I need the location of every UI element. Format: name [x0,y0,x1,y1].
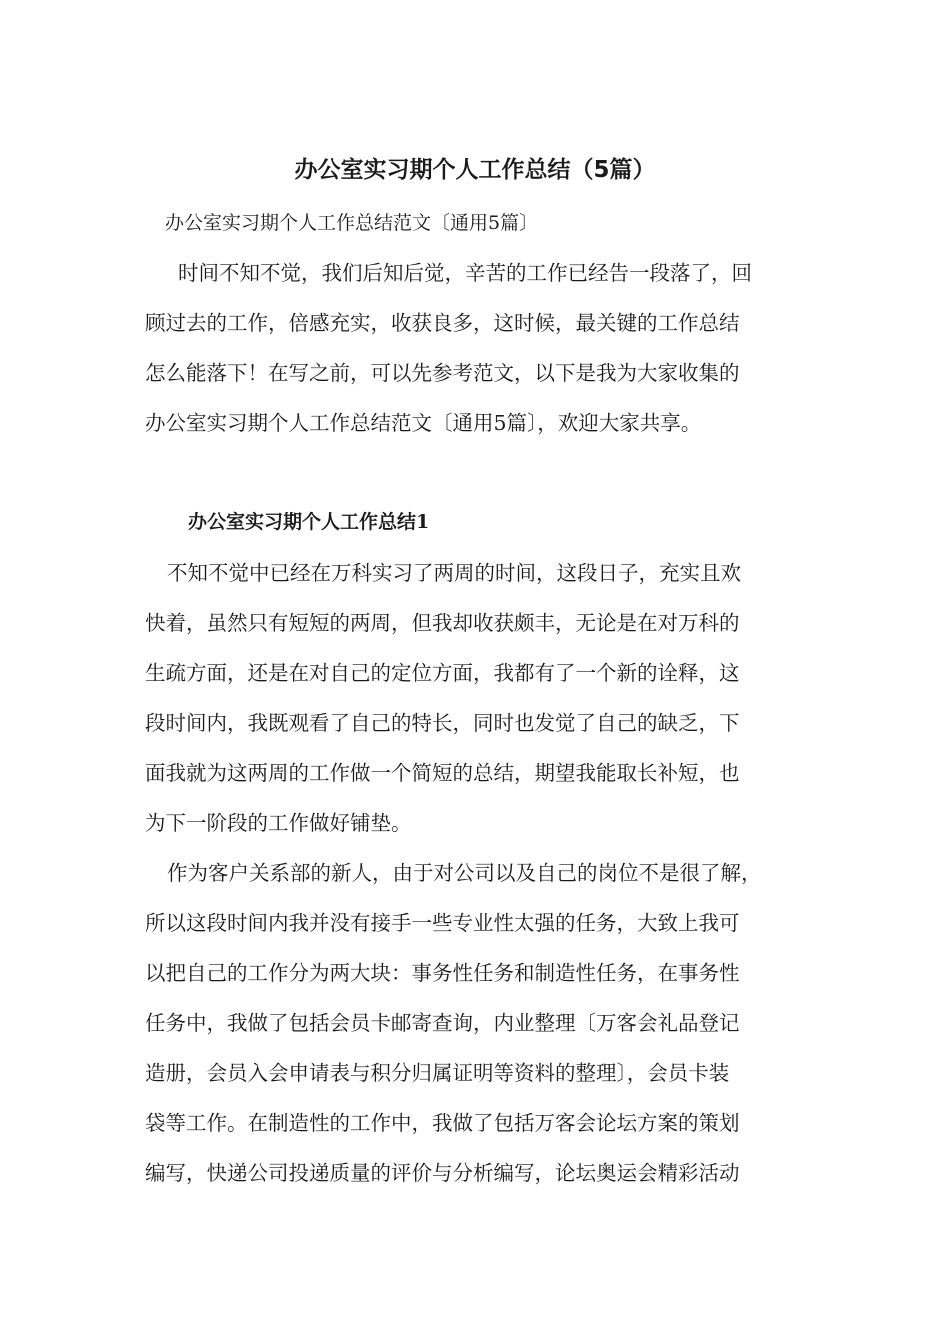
intro-line: 怎么能落下！在写之前，可以先参考范文，以下是我为大家收集的 [145,361,740,385]
section-heading: 办公室实习期个人工作总结1 [188,511,430,533]
paragraph-line: 编写，快递公司投递质量的评价与分析编写，论坛奥运会精彩活动 [145,1161,740,1185]
intro-paragraph [145,248,810,448]
body-paragraph-1 [145,548,810,848]
paragraph-line: 任务中，我做了包括会员卡邮寄查询，内业整理〔万客会礼品登记 [145,1011,740,1035]
document-title: 办公室实习期个人工作总结（5篇） [294,157,656,183]
paragraph-line: 为下一阶段的工作做好铺垫。 [145,811,412,835]
document-subtitle: 办公室实习期个人工作总结范文〔通用5篇〕 [165,212,539,234]
intro-line: 时间不知不觉，我们后知后觉，辛苦的工作已经告一段落了，回 [178,261,752,285]
paragraph-line: 段时间内，我既观看了自己的特长，同时也发觉了自己的缺乏，下 [145,711,740,735]
paragraph-line: 作为客户关系部的新人，由于对公司以及自己的岗位不是很了解， [167,861,762,885]
paragraph-line: 面我就为这两周的工作做一个简短的总结，期望我能取长补短，也 [145,761,740,785]
intro-line: 办公室实习期个人工作总结范文〔通用5篇〕，欢迎大家共享。 [145,411,702,435]
paragraph-line: 袋等工作。在制造性的工作中，我做了包括万客会论坛方案的策划 [145,1111,740,1135]
paragraph-line: 生疏方面，还是在对自己的定位方面，我都有了一个新的诠释，这 [145,661,740,685]
paragraph-line: 快着，虽然只有短短的两周，但我却收获颇丰，无论是在对万科的 [145,611,740,635]
paragraph-line: 造册，会员入会申请表与积分归属证明等资料的整理〕，会员卡装 [145,1061,730,1085]
paragraph-line: 所以这段时间内我并没有接手一些专业性太强的任务，大致上我可 [145,911,740,935]
body-paragraph-2 [145,848,810,1198]
intro-line: 顾过去的工作，倍感充实，收获良多，这时候，最关键的工作总结 [145,311,740,335]
paragraph-line: 不知不觉中已经在万科实习了两周的时间，这段日子，充实且欢 [167,561,741,585]
paragraph-line: 以把自己的工作分为两大块：事务性任务和制造性任务，在事务性 [145,961,740,985]
